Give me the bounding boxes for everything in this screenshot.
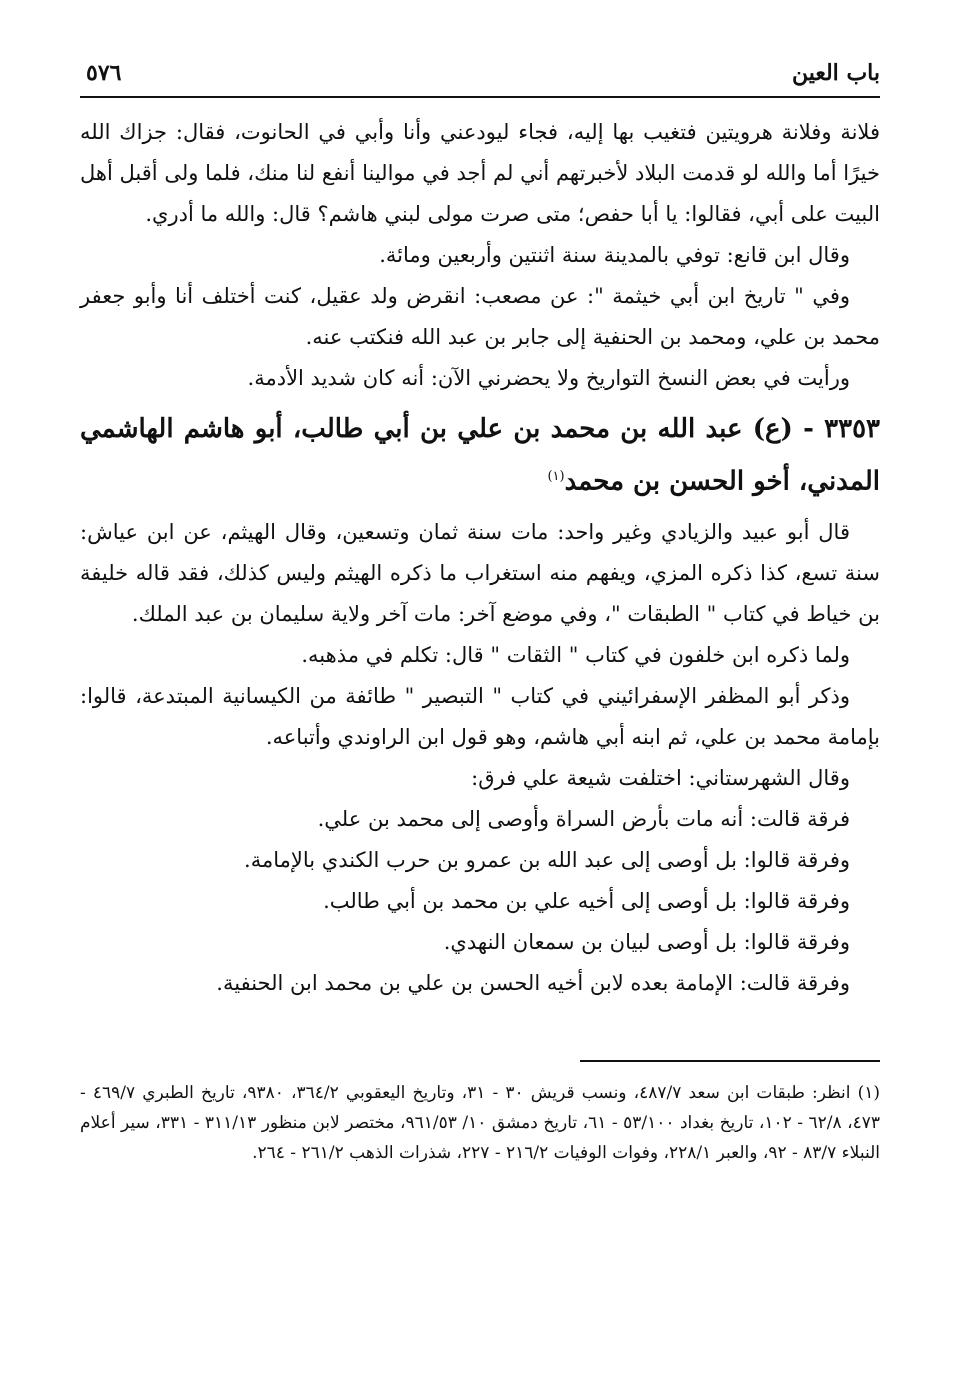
paragraph: ورأيت في بعض النسخ التواريخ ولا يحضرني الآن: أنه كان شديد الأدمة. — [247, 366, 850, 390]
footnote: (١) انظر: طبقات ابن سعد ٤٨٧/٧، ونسب قريش ٣٠ - ٣١، وتاريخ اليعقوبي ٣٦٤/٢، ٩٣٨٠، تاريخ الطبري ٤٦٩/٧ - ٤٧٣، ٦٢/٨ - ١٠٢، تاريخ بغداد ٥٣/١٠٠ - ٦١، تاريخ دمشق ١٠/ ٩٦١/٥٣، مختصر لابن منظور ٣١١/١٣ - ٣٣١، سير أعلام النبلاء ٨٣/٧ - ٩٢، والعبر ٢٢٨/١، وفوات الوفيات ٢١٦/٢ - ٢٢٧، شذرات الذهب ٢٦١/٢ - ٢٦٤. — [80, 1082, 880, 1163]
paragraph: وذكر أبو المظفر الإسفرائيني في كتاب " التبصير " طائفة من الكيسانية المبتدعة، قالوا: بإمامة محمد بن علي، ثم ابنه أبي هاشم، وهو قول ابن الراوندي وأتباعه. — [80, 683, 880, 749]
paragraph: ولما ذكره ابن خلفون في كتاب " الثقات " قال: تكلم في مذهبه. — [301, 642, 850, 667]
footnote-marker[interactable]: (١) — [547, 469, 565, 484]
paragraph: وفرقة قالوا: بل أوصى إلى عبد الله بن عمرو بن حرب الكندي بالإمامة. — [244, 847, 850, 872]
paragraph: قال أبو عبيد والزيادي وغير واحد: مات سنة ثمان وتسعين، وقال الهيثم، عن ابن عياش: سنة تسع، كذا ذكره المزي، ويفهم منه استغراب ما ذكره الهيثم وليس كذلك، فقد قاله خليفة بن خياط في كتاب " الطبقات "، وفي موضع آخر: مات آخر ولاية سليمان بن عبد الملك. — [80, 519, 880, 626]
paragraph: وقال الشهرستاني: اختلفت شيعة علي فرق: — [471, 765, 850, 790]
entry-heading — [80, 405, 880, 506]
paragraph: وفي " تاريخ ابن أبي خيثمة ": عن مصعب: انقرض ولد عقيل، كنت أختلف أنا وأبو جعفر محمد بن علي، ومحمد بن الحنفية إلى جابر بن عبد الله فنكتب عنه. — [80, 284, 880, 349]
paragraph: فرقة قالت: أنه مات بأرض السراة وأوصى إلى محمد بن علي. — [317, 806, 850, 831]
footnote-divider — [580, 1060, 880, 1062]
entry-heading-text: ٣٣٥٣ - (ع) عبد الله بن محمد بن علي بن أبي طالب، أبو هاشم الهاشمي المدني، أخو الحسن بن محمد — [80, 414, 880, 497]
page-number: ٥٧٦ — [86, 60, 122, 86]
running-header — [80, 50, 880, 98]
paragraph: فلانة وفلانة هرويتين فتغيب بها إليه، فجاء ليودعني وأنا وأبي في الحانوت، فقال: جزاك الله خيرًا أما والله لو قدمت البلاد لأخبرتهم أني لم أجد في موالينا أنفع لنا منك، فلما ولى أقبل أهل البيت على أبي، فقالوا: يا أبا حفص؛ متى صرت مولى لبني هاشم؟ قال: والله ما أدري. — [80, 120, 880, 226]
paragraph: وفرقة قالوا: بل أوصى لبيان بن سمعان النهدي. — [443, 929, 850, 954]
paragraph: وفرقة قالت: الإمامة بعده لابن أخيه الحسن بن علي بن محمد ابن الحنفية. — [216, 970, 850, 995]
body-text — [80, 112, 880, 1004]
chapter-title: باب العين — [791, 60, 880, 86]
paragraph: وفرقة قالوا: بل أوصى إلى أخيه علي بن محمد بن أبي طالب. — [323, 888, 850, 913]
book-page — [80, 50, 880, 1340]
paragraph: وقال ابن قانع: توفي بالمدينة سنة اثنتين وأربعين ومائة. — [379, 243, 850, 267]
